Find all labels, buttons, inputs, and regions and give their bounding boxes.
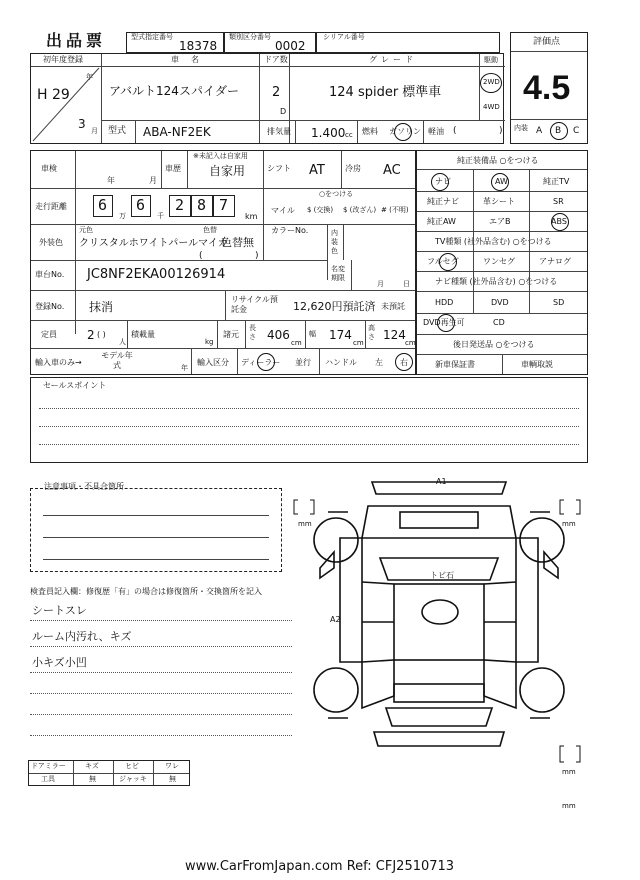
- load-label: 積載量: [131, 330, 155, 339]
- legend-broken: ワレ: [165, 762, 179, 770]
- registration-value: 抹消: [89, 300, 114, 314]
- navi-dvd-play: DVD再生可: [423, 318, 465, 327]
- capacity-value: 2: [87, 328, 95, 342]
- modified-label: $ (改ざん): [343, 206, 377, 214]
- use-note: ※未記入は自家用: [193, 152, 248, 160]
- dims-label: 諸元: [223, 330, 239, 339]
- notes-box: [30, 488, 282, 572]
- shift-value: AT: [309, 163, 325, 178]
- later-warranty: 新車保証書: [435, 360, 475, 369]
- option-airbag: エアB: [489, 217, 511, 226]
- rating-box: [510, 32, 588, 144]
- mileage-unit: km: [245, 212, 258, 221]
- option-genuine-aw: 純正AW: [427, 217, 456, 226]
- mileage-digit-1: 6: [98, 196, 108, 214]
- height-label: 高さ: [368, 324, 375, 341]
- drive-2wd-circle: [480, 73, 502, 93]
- navi-cd: CD: [493, 318, 505, 327]
- year-unit: 年: [86, 73, 93, 81]
- dealer-option: ディーラー: [241, 358, 281, 367]
- class-number-box: [224, 32, 316, 53]
- interior-color-label: 内装色: [331, 229, 338, 255]
- vin-label: 車台No.: [35, 270, 65, 279]
- name-change-label: 名変期限: [331, 265, 345, 282]
- option-aw: AW: [495, 177, 508, 186]
- handle-label: ハンドル: [325, 358, 357, 367]
- exchange-label: $ (交換): [307, 206, 334, 214]
- repaint-paren-open: (: [199, 251, 203, 261]
- later-title: 後日発送品 ○をつける: [453, 340, 535, 349]
- shift-label: シフト: [267, 164, 291, 173]
- option-abs: ABS: [551, 217, 567, 226]
- first-registration-label: 初年度登録: [43, 55, 83, 64]
- note-line-2: ルーム内汚れ、キズ: [32, 630, 132, 643]
- navi-dvd-play-circle: [437, 314, 455, 332]
- exterior-color-value: クリスタルホワイトパールマイカ: [79, 238, 228, 249]
- options-title: 純正装備品 ○をつける: [457, 156, 539, 165]
- interior-c: C: [573, 126, 580, 136]
- color-no-label: カラーNo.: [271, 226, 309, 235]
- doors-label: ドア数: [264, 55, 288, 64]
- repaint-paren-close: ): [255, 251, 259, 261]
- mileage-label: 走行距離: [35, 202, 67, 211]
- displacement-value: 1.400: [311, 126, 346, 140]
- drive-2wd: 2WD: [483, 78, 500, 86]
- mm-label-2: mm: [562, 520, 576, 528]
- width-label: 幅: [309, 330, 316, 338]
- doors-d: D: [280, 107, 287, 116]
- load-unit: kg: [205, 338, 214, 346]
- displacement-label: 排気量: [267, 127, 291, 136]
- repaint-value: 色替無: [221, 236, 254, 249]
- import-class-label: 輸入区分: [197, 358, 229, 367]
- height-value: 124: [383, 328, 406, 342]
- option-genuine-navi: 純正ナビ: [427, 197, 459, 206]
- rating-value: 4.5: [523, 69, 571, 107]
- sales-point-label: セールスポイント: [43, 381, 107, 390]
- right-handle-circle: [395, 353, 413, 371]
- serial-box: [316, 32, 500, 53]
- displacement-unit: cc: [345, 131, 353, 139]
- note-line-3: 小キズ小凹: [32, 656, 87, 669]
- option-aw-circle: [491, 173, 509, 191]
- vin-value: JC8NF2EKA00126914: [87, 267, 226, 282]
- footer-reference: www.CarFromJapan.com Ref: CFJ2510713: [185, 859, 455, 874]
- notes-label: 注意事項・不具合箇所: [44, 482, 124, 491]
- name-change-month: 月: [377, 280, 384, 288]
- mile-label: マイル: [271, 206, 295, 215]
- length-unit: cm: [291, 339, 302, 347]
- navi-dvd: DVD: [491, 298, 509, 307]
- mileage-circle-note: ○をつける: [319, 190, 354, 198]
- name-change-day: 日: [403, 280, 410, 288]
- unknown-label: # (不明): [381, 206, 409, 214]
- inspection-year: 年: [107, 176, 115, 185]
- model-year-label: モデル年式: [101, 351, 133, 370]
- doors-value: 2: [272, 85, 281, 100]
- legend-table: [28, 760, 190, 786]
- legend-jack-value: 無: [169, 775, 176, 783]
- drive-4wd: 4WD: [483, 103, 500, 111]
- import-label: 輸入車のみ→: [35, 358, 82, 367]
- width-value: 174: [329, 328, 352, 342]
- height-unit: cm: [405, 339, 416, 347]
- option-tv: 純正TV: [543, 177, 570, 186]
- tobi-label: トビ石: [430, 571, 454, 580]
- legend-tools-value: 無: [89, 775, 96, 783]
- first-registration-era: H 29: [37, 87, 70, 103]
- car-damage-diagram: [290, 472, 590, 812]
- interior-b-circle: [550, 122, 568, 140]
- capacity-label: 定員: [41, 330, 57, 339]
- vehicle-detail-table: [30, 150, 416, 375]
- tv-analog: アナログ: [539, 257, 571, 266]
- page-title: 出品票: [46, 31, 107, 50]
- sales-point-box: [30, 377, 588, 463]
- fuel-label: 燃料: [362, 127, 378, 136]
- inspection-month: 月: [149, 176, 157, 185]
- model-value: ABA-NF2EK: [143, 125, 211, 139]
- fuel-circle: [394, 123, 412, 141]
- original-color-label: 元色: [79, 226, 93, 234]
- grade-label: グレード: [369, 55, 417, 64]
- tv-fullseg: フルセグ: [427, 257, 459, 266]
- mileage-digit-2: 6: [136, 196, 146, 214]
- model-label: 型式: [108, 126, 127, 136]
- navi-title: ナビ種類 (社外品含む) ○をつける: [435, 277, 558, 286]
- legend-tools: 工具: [41, 775, 55, 783]
- fuel-value: ガソリン: [389, 127, 421, 136]
- length-value: 406: [267, 328, 290, 342]
- capacity-paren: ( ): [97, 330, 106, 339]
- inspector-note: 検査員記入欄：修復歴「有」の場合は修復箇所・交換箇所を記入: [30, 587, 262, 596]
- inspection-label: 車検: [41, 164, 57, 173]
- legend-crack: ヒビ: [125, 762, 139, 770]
- option-sr: SR: [553, 197, 564, 206]
- option-navi-circle: [431, 173, 449, 191]
- type-number-label: 型式指定番号: [131, 33, 173, 41]
- legend-mirror: ドアミラー: [31, 762, 66, 770]
- recycle-value: 12,620円預託済: [293, 300, 376, 313]
- tv-title: TV種類 (社外品含む) ○をつける: [435, 237, 552, 246]
- parallel-option: 並行: [295, 358, 311, 367]
- navi-sd: SD: [553, 298, 565, 307]
- model-year-unit: 年: [181, 364, 188, 372]
- recycle-label: リサイクル預託金: [231, 295, 278, 314]
- registration-label: 登録No.: [35, 302, 65, 311]
- light-oil-close: ): [499, 126, 503, 136]
- a2-label: A2: [330, 615, 341, 624]
- mileage-digit-3: 2: [175, 196, 185, 214]
- mm-label-3: mm: [562, 768, 576, 776]
- mileage-digit-4: 8: [197, 196, 207, 214]
- ac-value: AC: [383, 163, 401, 178]
- drive-label: 駆動: [484, 56, 498, 64]
- interior-b: B: [555, 126, 562, 136]
- interior-label: 内装: [514, 124, 528, 132]
- grade-value: 124 spider 標準車: [329, 85, 442, 100]
- option-abs-circle: [551, 213, 569, 231]
- class-number-label: 類別区分番号: [229, 33, 271, 41]
- legend-jack: ジャッキ: [119, 775, 147, 783]
- mm-label-1: mm: [298, 520, 312, 528]
- later-manual: 車輌取説: [521, 360, 553, 369]
- length-label: 長さ: [249, 324, 256, 341]
- use-label: 車歴: [165, 164, 181, 173]
- capacity-unit: 人: [119, 338, 126, 346]
- a1-label: A1: [436, 477, 447, 486]
- note-line-1: シートスレ: [32, 604, 87, 617]
- tv-oneseg: ワンセグ: [483, 257, 515, 266]
- left-handle-option: 左: [375, 358, 383, 367]
- light-oil-label: 軽油: [428, 127, 444, 136]
- mileage-sen: 千: [157, 212, 164, 220]
- first-registration-month: 3: [78, 117, 86, 131]
- car-name-label: 車名: [171, 55, 211, 64]
- width-unit: cm: [353, 339, 364, 347]
- vehicle-main-box: [30, 53, 504, 144]
- rating-label: 評価点: [533, 37, 561, 47]
- mm-label-4: mm: [562, 802, 576, 810]
- exterior-color-label: 外装色: [39, 238, 63, 247]
- class-number-value: 0002: [275, 39, 306, 53]
- mileage-man: 万: [119, 212, 126, 220]
- option-navi: ナビ: [435, 177, 451, 186]
- tv-fullseg-circle: [439, 253, 457, 271]
- car-name-value: アバルト124スパイダー: [109, 84, 239, 98]
- navi-hdd: HDD: [435, 298, 454, 307]
- options-table: [416, 150, 588, 375]
- dealer-circle: [257, 353, 275, 371]
- month-unit: 月: [91, 127, 98, 135]
- option-leather: 革シート: [483, 197, 515, 206]
- repaint-label: 色替: [203, 226, 217, 234]
- type-number-box: [126, 32, 224, 53]
- recycle-unpaid: 未預託: [381, 302, 405, 311]
- use-value: 自家用: [209, 164, 246, 178]
- serial-label: シリアル番号: [323, 33, 365, 41]
- mileage-digit-5: 7: [219, 196, 229, 214]
- interior-a: A: [536, 126, 543, 136]
- legend-scratch: キズ: [85, 762, 99, 770]
- ac-label: 冷房: [345, 164, 361, 173]
- type-number-value: 18378: [179, 39, 218, 53]
- right-handle-option: 右: [400, 358, 408, 367]
- light-oil-open: (: [453, 126, 457, 136]
